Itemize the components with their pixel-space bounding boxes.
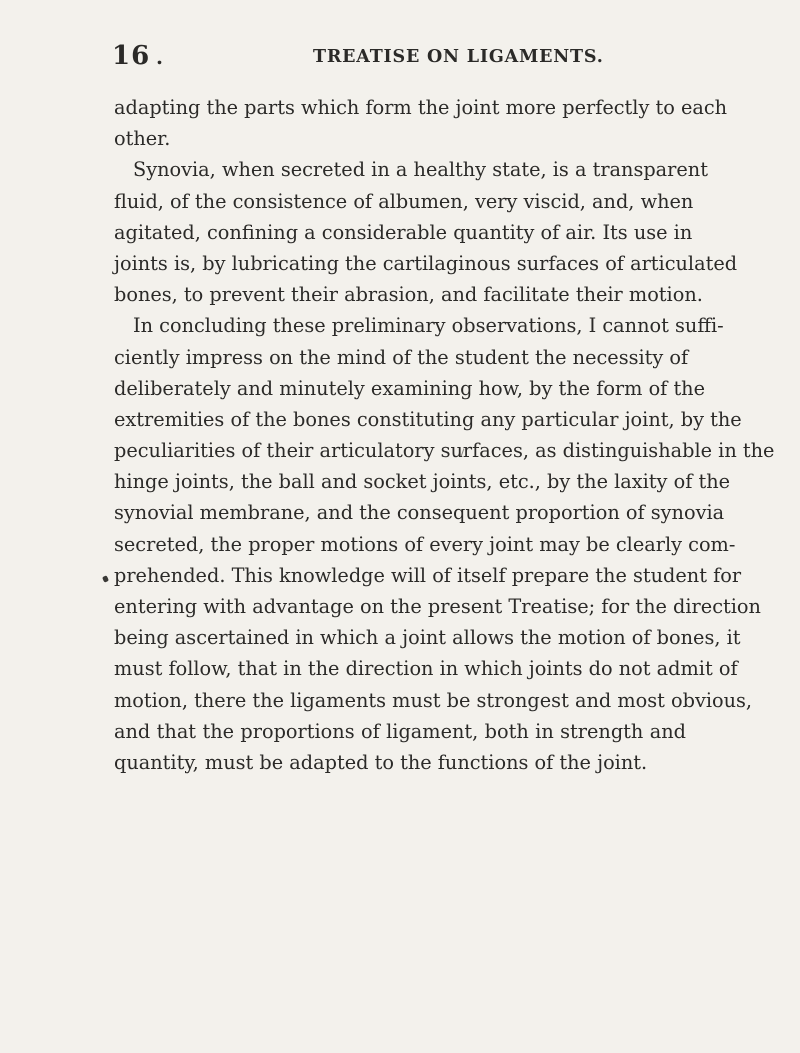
text-line: entering with advantage on the present Treatise; for the direction: [114, 595, 761, 618]
text-line: being ascertained in which a joint allows the motion of bones, it: [114, 626, 741, 650]
text-line: fluid, of the consistence of albumen, very viscid, and, when: [114, 189, 694, 213]
running-title: TREATISE ON LIGAMENTS.: [313, 47, 604, 67]
text-line: agitated, confining a considerable quantity of air. Its use in: [114, 220, 693, 244]
text-line: peculiarities of their articulatory surfaces, as distinguishable in the: [114, 439, 775, 463]
text-line: extremities of the bones constituting any particular joint, by the: [114, 407, 742, 431]
text-line: secreted, the proper motions of every joint may be clearly com-: [114, 532, 736, 556]
text-line: and that the proportions of ligament, both in strength and: [114, 719, 686, 743]
running-head: [112, 40, 690, 72]
text-line: other.: [114, 127, 171, 151]
text-line: prehended. This knowledge will of itself prepare the student for: [114, 563, 742, 587]
text-line: adapting the parts which form the joint more perfectly to each: [114, 96, 728, 119]
text-line: quantity, must be adapted to the functions of the joint.: [114, 750, 648, 774]
text-line: synovial membrane, and the consequent proportion of synovia: [114, 501, 725, 525]
text-line: In concluding these preliminary observations, I cannot suffi-: [133, 314, 724, 338]
header-separator: .: [156, 45, 163, 69]
text-line: motion, there the ligaments must be strongest and most obvious,: [114, 688, 753, 712]
text-line: Synovia, when secreted in a healthy state, is a transparent: [133, 158, 708, 182]
text-line: deliberately and minutely examining how, by the form of the: [114, 376, 706, 400]
body-text: [114, 92, 775, 778]
text-line: ciently impress on the mind of the student the necessity of: [114, 345, 689, 369]
text-line: bones, to prevent their abrasion, and facilitate their motion.: [114, 283, 703, 307]
page-number: 16: [112, 41, 151, 71]
text-line: must follow, that in the direction in which joints do not admit of: [114, 657, 738, 681]
ink-spot-mark: [102, 575, 109, 583]
text-line: hinge joints, the ball and socket joints, etc., by the laxity of the: [114, 470, 731, 494]
text-line: joints is, by lubricating the cartilaginous surfaces of articulated: [114, 251, 738, 275]
